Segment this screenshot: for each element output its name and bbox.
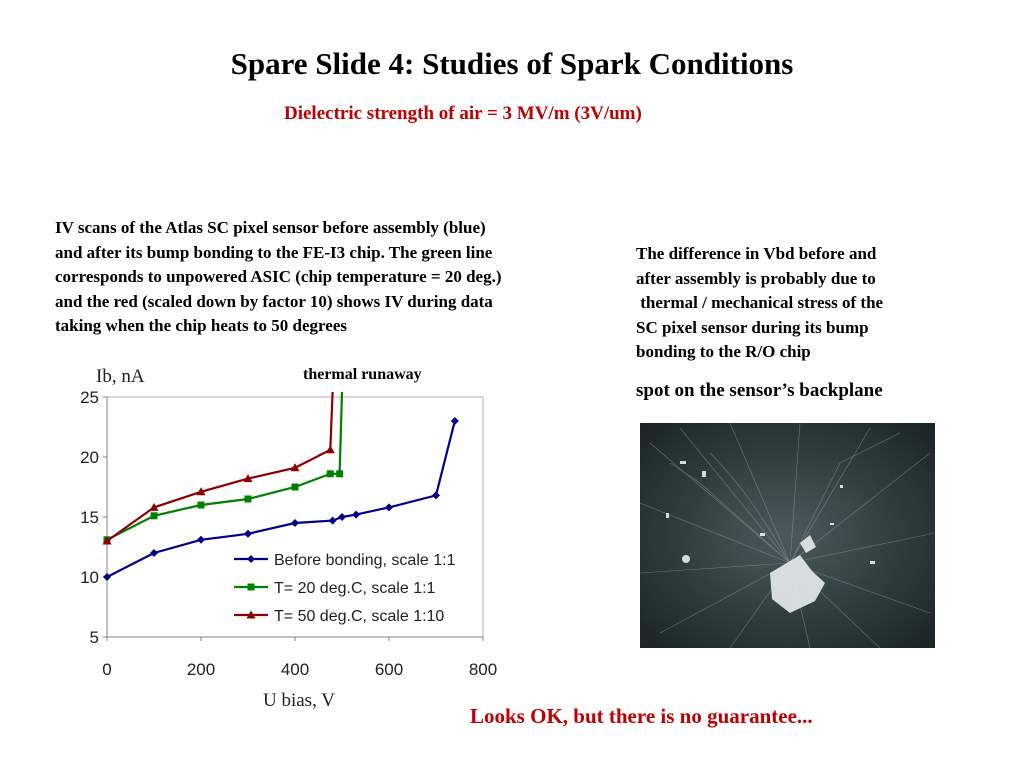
y-tick-label: 10 [80, 568, 99, 587]
y-tick-label: 20 [80, 448, 99, 467]
y-tick-label: 5 [89, 628, 99, 647]
description-line: and after its bump bonding to the FE-I3 chip. The green line [55, 242, 493, 262]
data-point [292, 484, 299, 491]
data-point [336, 470, 343, 477]
y-tick-label: 25 [80, 388, 99, 407]
description-line: IV scans of the Atlas SC pixel sensor before assembly (blue) [55, 218, 486, 237]
x-axis-label: U bias, V [263, 690, 335, 711]
description-line: taking when the chip heats to 50 degrees [55, 316, 347, 335]
x-tick-label: 800 [468, 660, 498, 679]
conclusion-text: Looks OK, but there is no guarantee... [470, 704, 813, 728]
legend-label: Before bonding, scale 1:1 [274, 552, 456, 569]
description-line: corresponds to unpowered ASIC (chip temperature = 20 deg.) [55, 267, 502, 286]
photo-caption: spot on the sensor’s backplane [636, 380, 883, 401]
data-point [198, 502, 205, 509]
note-line: The difference in Vbd before and [636, 244, 877, 263]
slide-title: Spare Slide 4: Studies of Spark Conditions [230, 46, 794, 81]
data-point [151, 512, 158, 519]
legend-label: T= 20 deg.C, scale 1:1 [274, 580, 436, 597]
slide-subtitle: Dielectric strength of air = 3 MV/m (3V/um) [284, 103, 642, 124]
note-line: after assembly is probably due to [636, 268, 876, 288]
note-line: SC pixel sensor during its bump [636, 317, 869, 337]
x-tick-label: 400 [280, 660, 310, 679]
data-point [327, 470, 334, 477]
sensor-backplane-photo [640, 423, 935, 648]
legend [226, 540, 480, 632]
x-tick-label: 200 [186, 660, 216, 679]
note-line: thermal / mechanical stress of the [636, 293, 884, 312]
description-line: and the red (scaled down by factor 10) shows IV during data [55, 291, 493, 311]
legend-label: T= 50 deg.C, scale 1:10 [274, 608, 445, 625]
data-point [245, 496, 252, 503]
y-axis-label: Ib, nA [96, 366, 145, 387]
x-tick-label: 0 [102, 660, 112, 679]
annotation-thermal-runaway: thermal runaway [303, 366, 422, 383]
note-line: bonding to the R/O chip [636, 342, 811, 361]
note-text [636, 242, 936, 365]
y-tick-label: 15 [80, 508, 99, 527]
x-tick-label: 600 [374, 660, 404, 679]
data-point [248, 584, 255, 591]
